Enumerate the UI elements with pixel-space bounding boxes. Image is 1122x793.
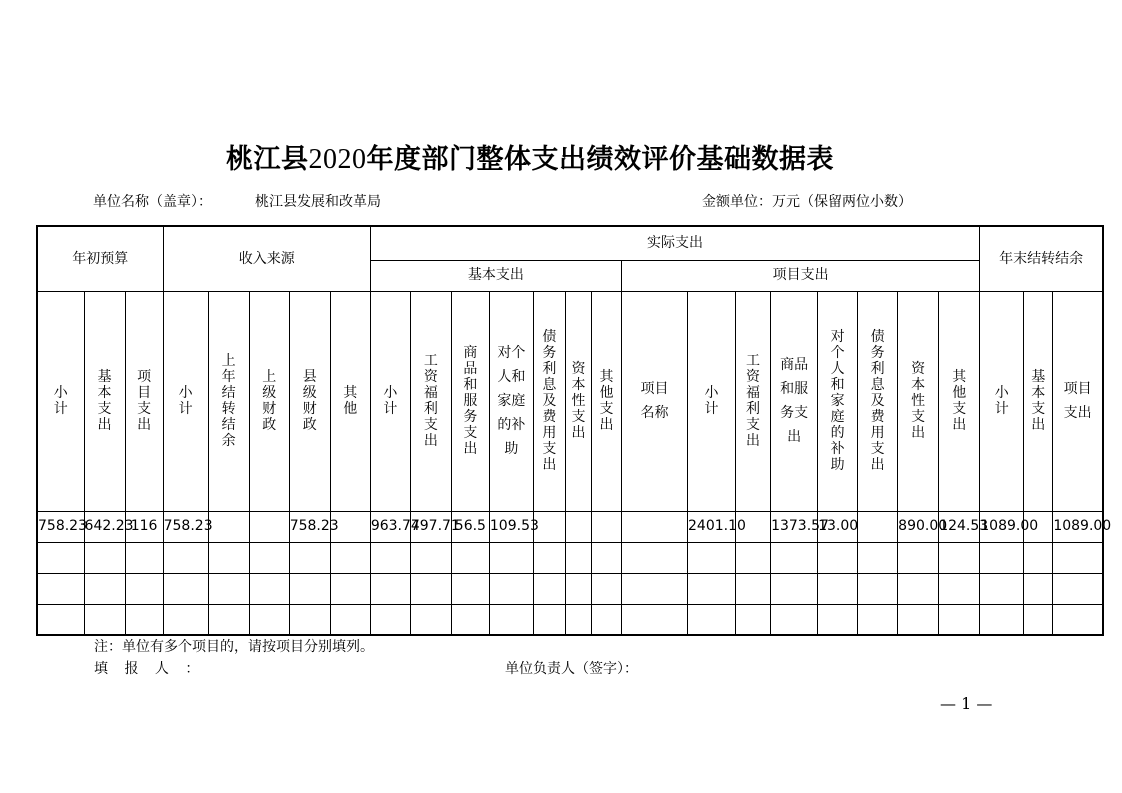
table-cell bbox=[489, 573, 533, 604]
column-header bbox=[898, 291, 939, 511]
table-cell bbox=[125, 542, 163, 573]
table-cell bbox=[736, 542, 771, 573]
column-header-label: 工资福利支出 bbox=[423, 352, 438, 450]
unit-name-label: 单位名称（盖章）： bbox=[93, 194, 212, 210]
table-cell bbox=[688, 542, 736, 573]
table-cell bbox=[858, 542, 898, 573]
column-header-label: 项目支出 bbox=[137, 368, 152, 434]
column-header-label: 县级财政 bbox=[302, 368, 317, 434]
table-cell: 13.00 bbox=[818, 511, 858, 542]
column-header bbox=[621, 291, 687, 511]
table-cell bbox=[289, 573, 330, 604]
column-header bbox=[125, 291, 163, 511]
column-header-label: 小计 bbox=[383, 384, 398, 417]
table-cell bbox=[249, 604, 289, 635]
header-income-source: 收入来源 bbox=[163, 226, 370, 291]
header-project-expense: 项目支出 bbox=[621, 260, 979, 291]
column-header bbox=[249, 291, 289, 511]
column-header bbox=[533, 291, 565, 511]
column-header-label: 项目支出 bbox=[1063, 381, 1092, 421]
column-header bbox=[980, 291, 1024, 511]
column-header-label: 其他支出 bbox=[599, 368, 614, 434]
column-header bbox=[858, 291, 898, 511]
column-header-label: 资本性支出 bbox=[911, 360, 926, 442]
column-header bbox=[771, 291, 818, 511]
column-header bbox=[330, 291, 370, 511]
column-header-label: 对个人和家庭的补助 bbox=[830, 328, 845, 474]
column-header-label: 工资福利支出 bbox=[746, 352, 761, 450]
column-header-label: 小计 bbox=[994, 384, 1009, 417]
header-row-1 bbox=[37, 226, 1103, 260]
table-cell bbox=[84, 542, 125, 573]
column-header-label: 小计 bbox=[53, 384, 68, 417]
table-cell bbox=[410, 604, 451, 635]
table-cell bbox=[451, 573, 489, 604]
title-suffix: 年度部门整体支出绩效评价基础数据表 bbox=[366, 144, 834, 175]
header-basic-expense: 基本支出 bbox=[370, 260, 621, 291]
table-row bbox=[37, 573, 1103, 604]
table-cell bbox=[84, 573, 125, 604]
table-cell bbox=[208, 511, 249, 542]
table-cell bbox=[370, 604, 410, 635]
column-header bbox=[410, 291, 451, 511]
table-cell: 890.00 bbox=[898, 511, 939, 542]
table-cell bbox=[249, 542, 289, 573]
table-row bbox=[37, 542, 1103, 573]
table-cell bbox=[37, 542, 84, 573]
column-header bbox=[565, 291, 591, 511]
column-header bbox=[818, 291, 858, 511]
table-cell bbox=[818, 573, 858, 604]
amount-unit-label: 金额单位：万元（保留两位小数） bbox=[702, 194, 912, 210]
column-header-label: 小计 bbox=[178, 384, 193, 417]
table-cell bbox=[330, 573, 370, 604]
table-row bbox=[37, 604, 1103, 635]
column-header bbox=[591, 291, 621, 511]
table-cell bbox=[898, 604, 939, 635]
table-cell bbox=[939, 604, 980, 635]
unit-name-value: 桃江县发展和改革局 bbox=[255, 194, 381, 210]
column-header-label: 债务利息及费用支出 bbox=[542, 328, 557, 474]
table-cell bbox=[410, 542, 451, 573]
header-actual-expense: 实际支出 bbox=[370, 226, 979, 260]
table-cell bbox=[125, 604, 163, 635]
table-cell bbox=[771, 542, 818, 573]
column-header-label: 上级财政 bbox=[262, 368, 277, 434]
table-cell bbox=[533, 604, 565, 635]
table-cell bbox=[249, 573, 289, 604]
header-initial-budget: 年初预算 bbox=[37, 226, 163, 291]
column-header bbox=[1053, 291, 1103, 511]
column-header bbox=[736, 291, 771, 511]
table-cell bbox=[1024, 542, 1053, 573]
table-cell bbox=[818, 604, 858, 635]
column-header bbox=[84, 291, 125, 511]
column-header-label: 对个人和家庭的补助 bbox=[497, 345, 526, 457]
table-cell bbox=[898, 542, 939, 573]
table-cell bbox=[591, 511, 621, 542]
column-header-label: 资本性支出 bbox=[571, 360, 586, 442]
table-cell bbox=[533, 573, 565, 604]
column-header bbox=[163, 291, 208, 511]
table-cell bbox=[858, 573, 898, 604]
table-cell bbox=[980, 542, 1024, 573]
page-number: — 1 — bbox=[940, 694, 993, 713]
page-title bbox=[0, 137, 1060, 176]
header-year-end-balance: 年末结转结余 bbox=[980, 226, 1103, 291]
table-cell bbox=[451, 542, 489, 573]
table-cell bbox=[451, 604, 489, 635]
leader-label: 单位负责人（签字）： bbox=[505, 661, 638, 677]
table-cell bbox=[289, 604, 330, 635]
table-cell bbox=[489, 604, 533, 635]
title-year: 2020 bbox=[308, 144, 367, 175]
table-cell: 963.74 bbox=[370, 511, 410, 542]
table-cell bbox=[621, 573, 687, 604]
column-header bbox=[939, 291, 980, 511]
table-cell bbox=[489, 542, 533, 573]
table-cell bbox=[939, 542, 980, 573]
column-header bbox=[37, 291, 84, 511]
table-cell bbox=[771, 573, 818, 604]
table-cell bbox=[1024, 573, 1053, 604]
column-header-label: 基本支出 bbox=[97, 368, 112, 434]
column-header bbox=[1024, 291, 1053, 511]
column-header-label: 小计 bbox=[704, 384, 719, 417]
table-cell bbox=[591, 573, 621, 604]
table-cell: 124.53 bbox=[939, 511, 980, 542]
table-cell bbox=[249, 511, 289, 542]
table-cell bbox=[565, 573, 591, 604]
table-cell bbox=[565, 511, 591, 542]
table-cell: 1089.00 bbox=[1053, 511, 1103, 542]
table-cell bbox=[410, 573, 451, 604]
table-cell bbox=[565, 542, 591, 573]
column-header-label: 商品和服务支出 bbox=[780, 357, 809, 445]
table-cell bbox=[621, 542, 687, 573]
title-prefix: 桃江县 bbox=[226, 144, 309, 175]
table-cell: 116 bbox=[125, 511, 163, 542]
column-header-label: 其他 bbox=[343, 384, 358, 417]
table-cell bbox=[330, 604, 370, 635]
table-cell bbox=[565, 604, 591, 635]
column-header-label: 债务利息及费用支出 bbox=[870, 328, 885, 474]
table-cell bbox=[591, 542, 621, 573]
table-cell bbox=[621, 511, 687, 542]
column-header bbox=[208, 291, 249, 511]
table-cell: 56.5 bbox=[451, 511, 489, 542]
table-cell bbox=[818, 542, 858, 573]
table-cell bbox=[37, 604, 84, 635]
table-cell bbox=[980, 573, 1024, 604]
column-header-label: 基本支出 bbox=[1031, 368, 1046, 434]
table-cell bbox=[163, 573, 208, 604]
column-header bbox=[451, 291, 489, 511]
table-cell bbox=[980, 604, 1024, 635]
table-cell bbox=[125, 573, 163, 604]
table-cell bbox=[370, 542, 410, 573]
column-header bbox=[489, 291, 533, 511]
table-cell bbox=[84, 604, 125, 635]
column-header-label: 上年结转结余 bbox=[221, 352, 236, 450]
table-cell bbox=[939, 573, 980, 604]
data-table bbox=[36, 225, 1112, 636]
table-cell: 1373.57 bbox=[771, 511, 818, 542]
table-cell bbox=[330, 542, 370, 573]
header-row-3 bbox=[37, 291, 1103, 511]
table-cell: 1089.00 bbox=[980, 511, 1024, 542]
table-cell: 797.71 bbox=[410, 511, 451, 542]
column-header bbox=[370, 291, 410, 511]
table-cell bbox=[621, 604, 687, 635]
table-cell bbox=[1053, 542, 1103, 573]
column-header-label: 其他支出 bbox=[952, 368, 967, 434]
table-cell bbox=[37, 573, 84, 604]
footnote: 注：单位有多个项目的，请按项目分别填列。 bbox=[94, 639, 374, 655]
table-cell bbox=[208, 573, 249, 604]
table-cell bbox=[736, 573, 771, 604]
column-header-label: 项目名称 bbox=[640, 381, 669, 421]
table-cell bbox=[1053, 604, 1103, 635]
table-cell bbox=[898, 573, 939, 604]
table-cell bbox=[163, 604, 208, 635]
table-cell bbox=[208, 604, 249, 635]
column-header-label: 商品和服务支出 bbox=[463, 344, 478, 458]
table-cell bbox=[858, 511, 898, 542]
table-cell bbox=[688, 604, 736, 635]
table-cell bbox=[771, 604, 818, 635]
column-header bbox=[688, 291, 736, 511]
table-cell bbox=[1024, 604, 1053, 635]
table-row bbox=[37, 511, 1103, 542]
table-cell: 758.23 bbox=[289, 511, 330, 542]
table-cell bbox=[208, 542, 249, 573]
table-cell: 2401.10 bbox=[688, 511, 736, 542]
column-header bbox=[289, 291, 330, 511]
table-cell bbox=[370, 573, 410, 604]
table-cell bbox=[533, 542, 565, 573]
table-cell: 758.23 bbox=[37, 511, 84, 542]
table-cell bbox=[688, 573, 736, 604]
table-cell: 758.23 bbox=[163, 511, 208, 542]
table-cell bbox=[289, 542, 330, 573]
table-cell bbox=[858, 604, 898, 635]
table-cell: 642.23 bbox=[84, 511, 125, 542]
table-cell: 109.53 bbox=[489, 511, 533, 542]
filler-label: 填 报 人 ： bbox=[94, 661, 206, 677]
table-cell bbox=[591, 604, 621, 635]
table-cell bbox=[163, 542, 208, 573]
table-cell bbox=[1053, 573, 1103, 604]
table-cell bbox=[736, 604, 771, 635]
